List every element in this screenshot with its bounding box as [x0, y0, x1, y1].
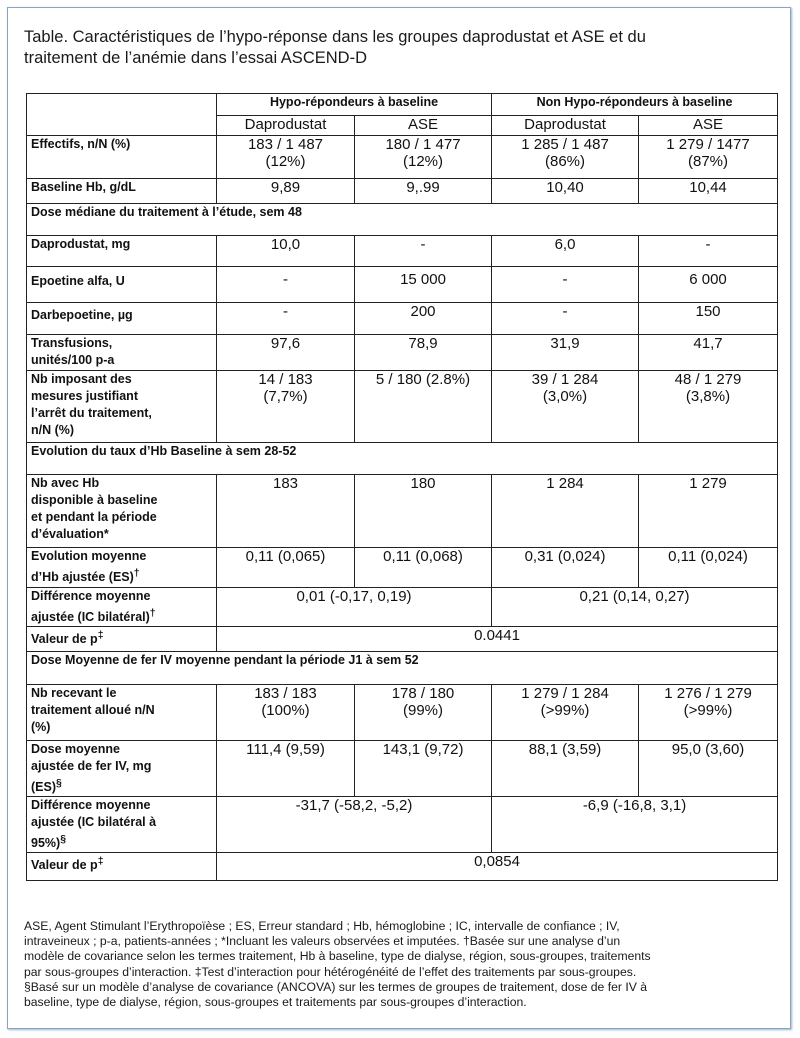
- cell-effectifs-2: 180 / 1 477 (12%): [355, 136, 492, 179]
- cell-difference-fer-hypo: -31,7 (-58,2, -5,2): [217, 797, 492, 853]
- header-col-ase-1: ASE: [355, 116, 492, 136]
- table-row: [27, 853, 778, 881]
- table-row: [27, 475, 778, 548]
- header-row-groups: [27, 94, 778, 116]
- table-row: [27, 741, 778, 797]
- cell-epoetine-2: 15 000: [355, 267, 492, 303]
- row-label-dose-fer: Dose moyenne ajustée de fer IV, mg (ES)§: [27, 741, 217, 797]
- cell-nb-hb-4: 1 279: [639, 475, 778, 548]
- cell-baseline-hb-4: 10,44: [639, 179, 778, 204]
- cell-arret-1: 14 / 183 (7,7%): [217, 371, 355, 443]
- row-label-difference-moyenne: Différence moyenne ajustée (IC bilatéral)†: [27, 588, 217, 627]
- cell-nb-recevant-3: 1 279 / 1 284 (>99%): [492, 685, 639, 741]
- cell-baseline-hb-3: 10,40: [492, 179, 639, 204]
- row-label-epoetine: Epoetine alfa, U: [27, 267, 217, 303]
- header-empty-cell: [27, 94, 217, 136]
- table-footnote: ASE, Agent Stimulant l’Erythropoïèse ; ES, Erreur standard ; Hb, hémoglobine ; IC, intervalle de confiance ; IV, intraveineux ; p-a, patients-années ; *Incluant les valeurs observées et imputées. †Basée sur une analyse d’un modèle de covariance selon les termes traitement, Hb à baseline, type de dialyse, région, sous-groupes, traitements par sous-groupes d’interaction. ‡Test d’interaction pour hétérogénéité de l’effet des traitements par sous-groupes. §Basé sur un modèle d’analyse de covariance (ANCOVA) sur les termes de groupes de traitement, dose de fer IV à baseline, type de dialyse, région, sous-groupes et traitements par sous-groupes d’interaction.: [24, 919, 651, 1010]
- cell-difference-moyenne-non-hypo: 0,21 (0,14, 0,27): [492, 588, 778, 627]
- cell-daprodustat-mg-2: -: [355, 236, 492, 267]
- row-label-evolution-moyenne: Evolution moyenne d’Hb ajustée (ES)†: [27, 548, 217, 588]
- table-row: [27, 303, 778, 335]
- cell-darbepoetine-1: -: [217, 303, 355, 335]
- table-row: [27, 797, 778, 853]
- table-title: Table. Caractéristiques de l’hypo-réponse dans les groupes daprodustat et ASE et du traitement de l’anémie dans l’essai ASCEND-D: [24, 28, 646, 67]
- cell-dose-fer-3: 88,1 (3,59): [492, 741, 639, 797]
- table-row: [27, 627, 778, 652]
- row-label-daprodustat-mg: Daprodustat, mg: [27, 236, 217, 267]
- table-row: [27, 179, 778, 204]
- cell-valeur-p-1: 0.0441: [217, 627, 778, 652]
- cell-difference-fer-non-hypo: -6,9 (-16,8, 3,1): [492, 797, 778, 853]
- cell-evolution-moyenne-1: 0,11 (0,065): [217, 548, 355, 588]
- table-row: [27, 588, 778, 627]
- cell-transfusions-2: 78,9: [355, 335, 492, 371]
- cell-arret-2: 5 / 180 (2.8%): [355, 371, 492, 443]
- results-table: [26, 93, 778, 881]
- row-label-nb-hb: Nb avec Hb disponible à baseline et pendant la période d’évaluation*: [27, 475, 217, 548]
- cell-dose-fer-4: 95,0 (3,60): [639, 741, 778, 797]
- section-row: [27, 652, 778, 685]
- cell-valeur-p-2: 0,0854: [217, 853, 778, 881]
- cell-evolution-moyenne-2: 0,11 (0,068): [355, 548, 492, 588]
- cell-transfusions-4: 41,7: [639, 335, 778, 371]
- section-row: [27, 443, 778, 475]
- row-label-nb-recevant: Nb recevant le traitement alloué n/N (%): [27, 685, 217, 741]
- cell-nb-hb-1: 183: [217, 475, 355, 548]
- header-col-daprodustat-1: Daprodustat: [217, 116, 355, 136]
- cell-effectifs-3: 1 285 / 1 487 (86%): [492, 136, 639, 179]
- section-fer-iv: Dose Moyenne de fer IV moyenne pendant la période J1 à sem 52: [27, 652, 778, 685]
- cell-epoetine-4: 6 000: [639, 267, 778, 303]
- table-row: [27, 371, 778, 443]
- section-dose-mediane: Dose médiane du traitement à l’étude, sem 48: [27, 204, 778, 236]
- cell-daprodustat-mg-4: -: [639, 236, 778, 267]
- cell-arret-3: 39 / 1 284 (3,0%): [492, 371, 639, 443]
- cell-darbepoetine-3: -: [492, 303, 639, 335]
- cell-dose-fer-1: 111,4 (9,59): [217, 741, 355, 797]
- header-group-non-hypo: Non Hypo-répondeurs à baseline: [492, 94, 778, 116]
- row-label-effectifs: Effectifs, n/N (%): [27, 136, 217, 179]
- section-row: [27, 204, 778, 236]
- table-row: [27, 136, 778, 179]
- row-label-valeur-p-2: Valeur de p‡: [27, 853, 217, 881]
- cell-transfusions-3: 31,9: [492, 335, 639, 371]
- cell-daprodustat-mg-1: 10,0: [217, 236, 355, 267]
- table-row: [27, 335, 778, 371]
- cell-daprodustat-mg-3: 6,0: [492, 236, 639, 267]
- cell-difference-moyenne-hypo: 0,01 (-0,17, 0,19): [217, 588, 492, 627]
- header-col-ase-2: ASE: [639, 116, 778, 136]
- cell-effectifs-4: 1 279 / 1477 (87%): [639, 136, 778, 179]
- cell-effectifs-1: 183 / 1 487 (12%): [217, 136, 355, 179]
- cell-evolution-moyenne-3: 0,31 (0,024): [492, 548, 639, 588]
- table-row: [27, 685, 778, 741]
- cell-nb-hb-2: 180: [355, 475, 492, 548]
- row-label-transfusions: Transfusions, unités/100 p-a: [27, 335, 217, 371]
- table-row: [27, 236, 778, 267]
- cell-epoetine-1: -: [217, 267, 355, 303]
- section-evolution-hb: Evolution du taux d’Hb Baseline à sem 28-52: [27, 443, 778, 475]
- header-col-daprodustat-2: Daprodustat: [492, 116, 639, 136]
- cell-nb-recevant-1: 183 / 183 (100%): [217, 685, 355, 741]
- table-row: [27, 267, 778, 303]
- row-label-arret-traitement: Nb imposant des mesures justifiant l’arrêt du traitement, n/N (%): [27, 371, 217, 443]
- cell-baseline-hb-1: 9,89: [217, 179, 355, 204]
- cell-evolution-moyenne-4: 0,11 (0,024): [639, 548, 778, 588]
- cell-arret-4: 48 / 1 279 (3,8%): [639, 371, 778, 443]
- cell-nb-hb-3: 1 284: [492, 475, 639, 548]
- cell-epoetine-3: -: [492, 267, 639, 303]
- cell-transfusions-1: 97,6: [217, 335, 355, 371]
- cell-nb-recevant-4: 1 276 / 1 279 (>99%): [639, 685, 778, 741]
- table-row: [27, 548, 778, 588]
- row-label-darbepoetine: Darbepoetine, µg: [27, 303, 217, 335]
- cell-baseline-hb-2: 9,.99: [355, 179, 492, 204]
- cell-darbepoetine-2: 200: [355, 303, 492, 335]
- header-group-hypo: Hypo-répondeurs à baseline: [217, 94, 492, 116]
- cell-dose-fer-2: 143,1 (9,72): [355, 741, 492, 797]
- row-label-baseline-hb: Baseline Hb, g/dL: [27, 179, 217, 204]
- row-label-difference-fer: Différence moyenne ajustée (IC bilatéral à 95%)§: [27, 797, 217, 853]
- cell-nb-recevant-2: 178 / 180 (99%): [355, 685, 492, 741]
- row-label-valeur-p-1: Valeur de p‡: [27, 627, 217, 652]
- cell-darbepoetine-4: 150: [639, 303, 778, 335]
